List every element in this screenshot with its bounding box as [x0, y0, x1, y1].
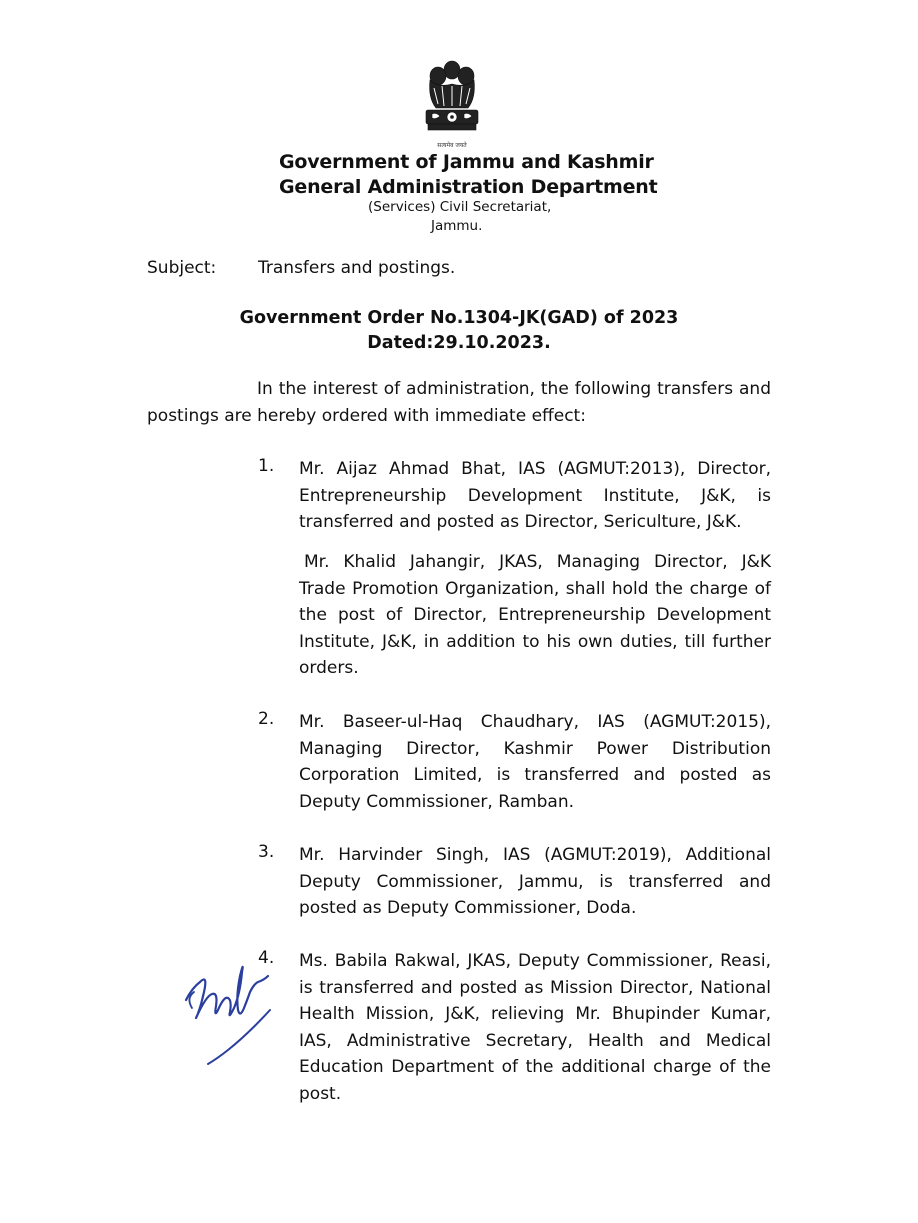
intro-text: In the interest of administration, the following transfers and postings are hereby ordered with immediate effect: [147, 379, 771, 426]
item-text-1: Mr. Aijaz Ahmad Bhat, IAS (AGMUT:2013), Director, Entrepreneurship Development Institute, J&K, is transferred and posted as Director, Sericulture, J&K. [299, 459, 771, 532]
office-line: (Services) Civil Secretariat, [368, 199, 552, 215]
item-text-4: Ms. Babila Rakwal, JKAS, Deputy Commissioner, Reasi, is transferred and posted as Mission Director, National Health Mission, J&K, relieving Mr. Bhupinder Kumar, IAS, Administrative Secretary, Health and Medical Education Department of the additional charge of the post. [299, 951, 771, 1104]
item-extra-1: Mr. Khalid Jahangir, JKAS, Managing Director, J&K Trade Promotion Organization, shall hold the charge of the post of Director, Entrepreneurship Development Institute, J&K, in addition to his own duties, till further orders. [299, 552, 771, 678]
subject-label: Subject: [147, 258, 217, 278]
item-number-1: 1. [258, 456, 275, 476]
emblem-motto: सत्यमेव जयते [437, 142, 467, 149]
item-text-3: Mr. Harvinder Singh, IAS (AGMUT:2019), Additional Deputy Commissioner, Jammu, is transferred and posted as Deputy Commissioner, Doda. [299, 845, 771, 918]
city-line: Jammu. [431, 218, 483, 234]
government-title: Government of Jammu and Kashmir [279, 151, 654, 173]
intro-paragraph [147, 376, 771, 429]
item-number-2: 2. [258, 709, 275, 729]
order-number: Government Order No.1304-JK(GAD) of 2023 [239, 308, 679, 328]
order-date: Dated:29.10.2023. [367, 333, 551, 353]
item-number-4: 4. [258, 948, 275, 968]
national-emblem-icon [416, 58, 488, 150]
handwritten-signature [178, 948, 278, 1068]
item-number-3: 3. [258, 842, 275, 862]
subject-text: Transfers and postings. [258, 258, 456, 278]
department-title: General Administration Department [279, 176, 658, 198]
letterhead [279, 150, 657, 200]
item-text-2: Mr. Baseer-ul-Haq Chaudhary, IAS (AGMUT:2015), Managing Director, Kashmir Power Distribution Corporation Limited, is transferred and posted as Deputy Commissioner, Ramban. [299, 712, 771, 812]
